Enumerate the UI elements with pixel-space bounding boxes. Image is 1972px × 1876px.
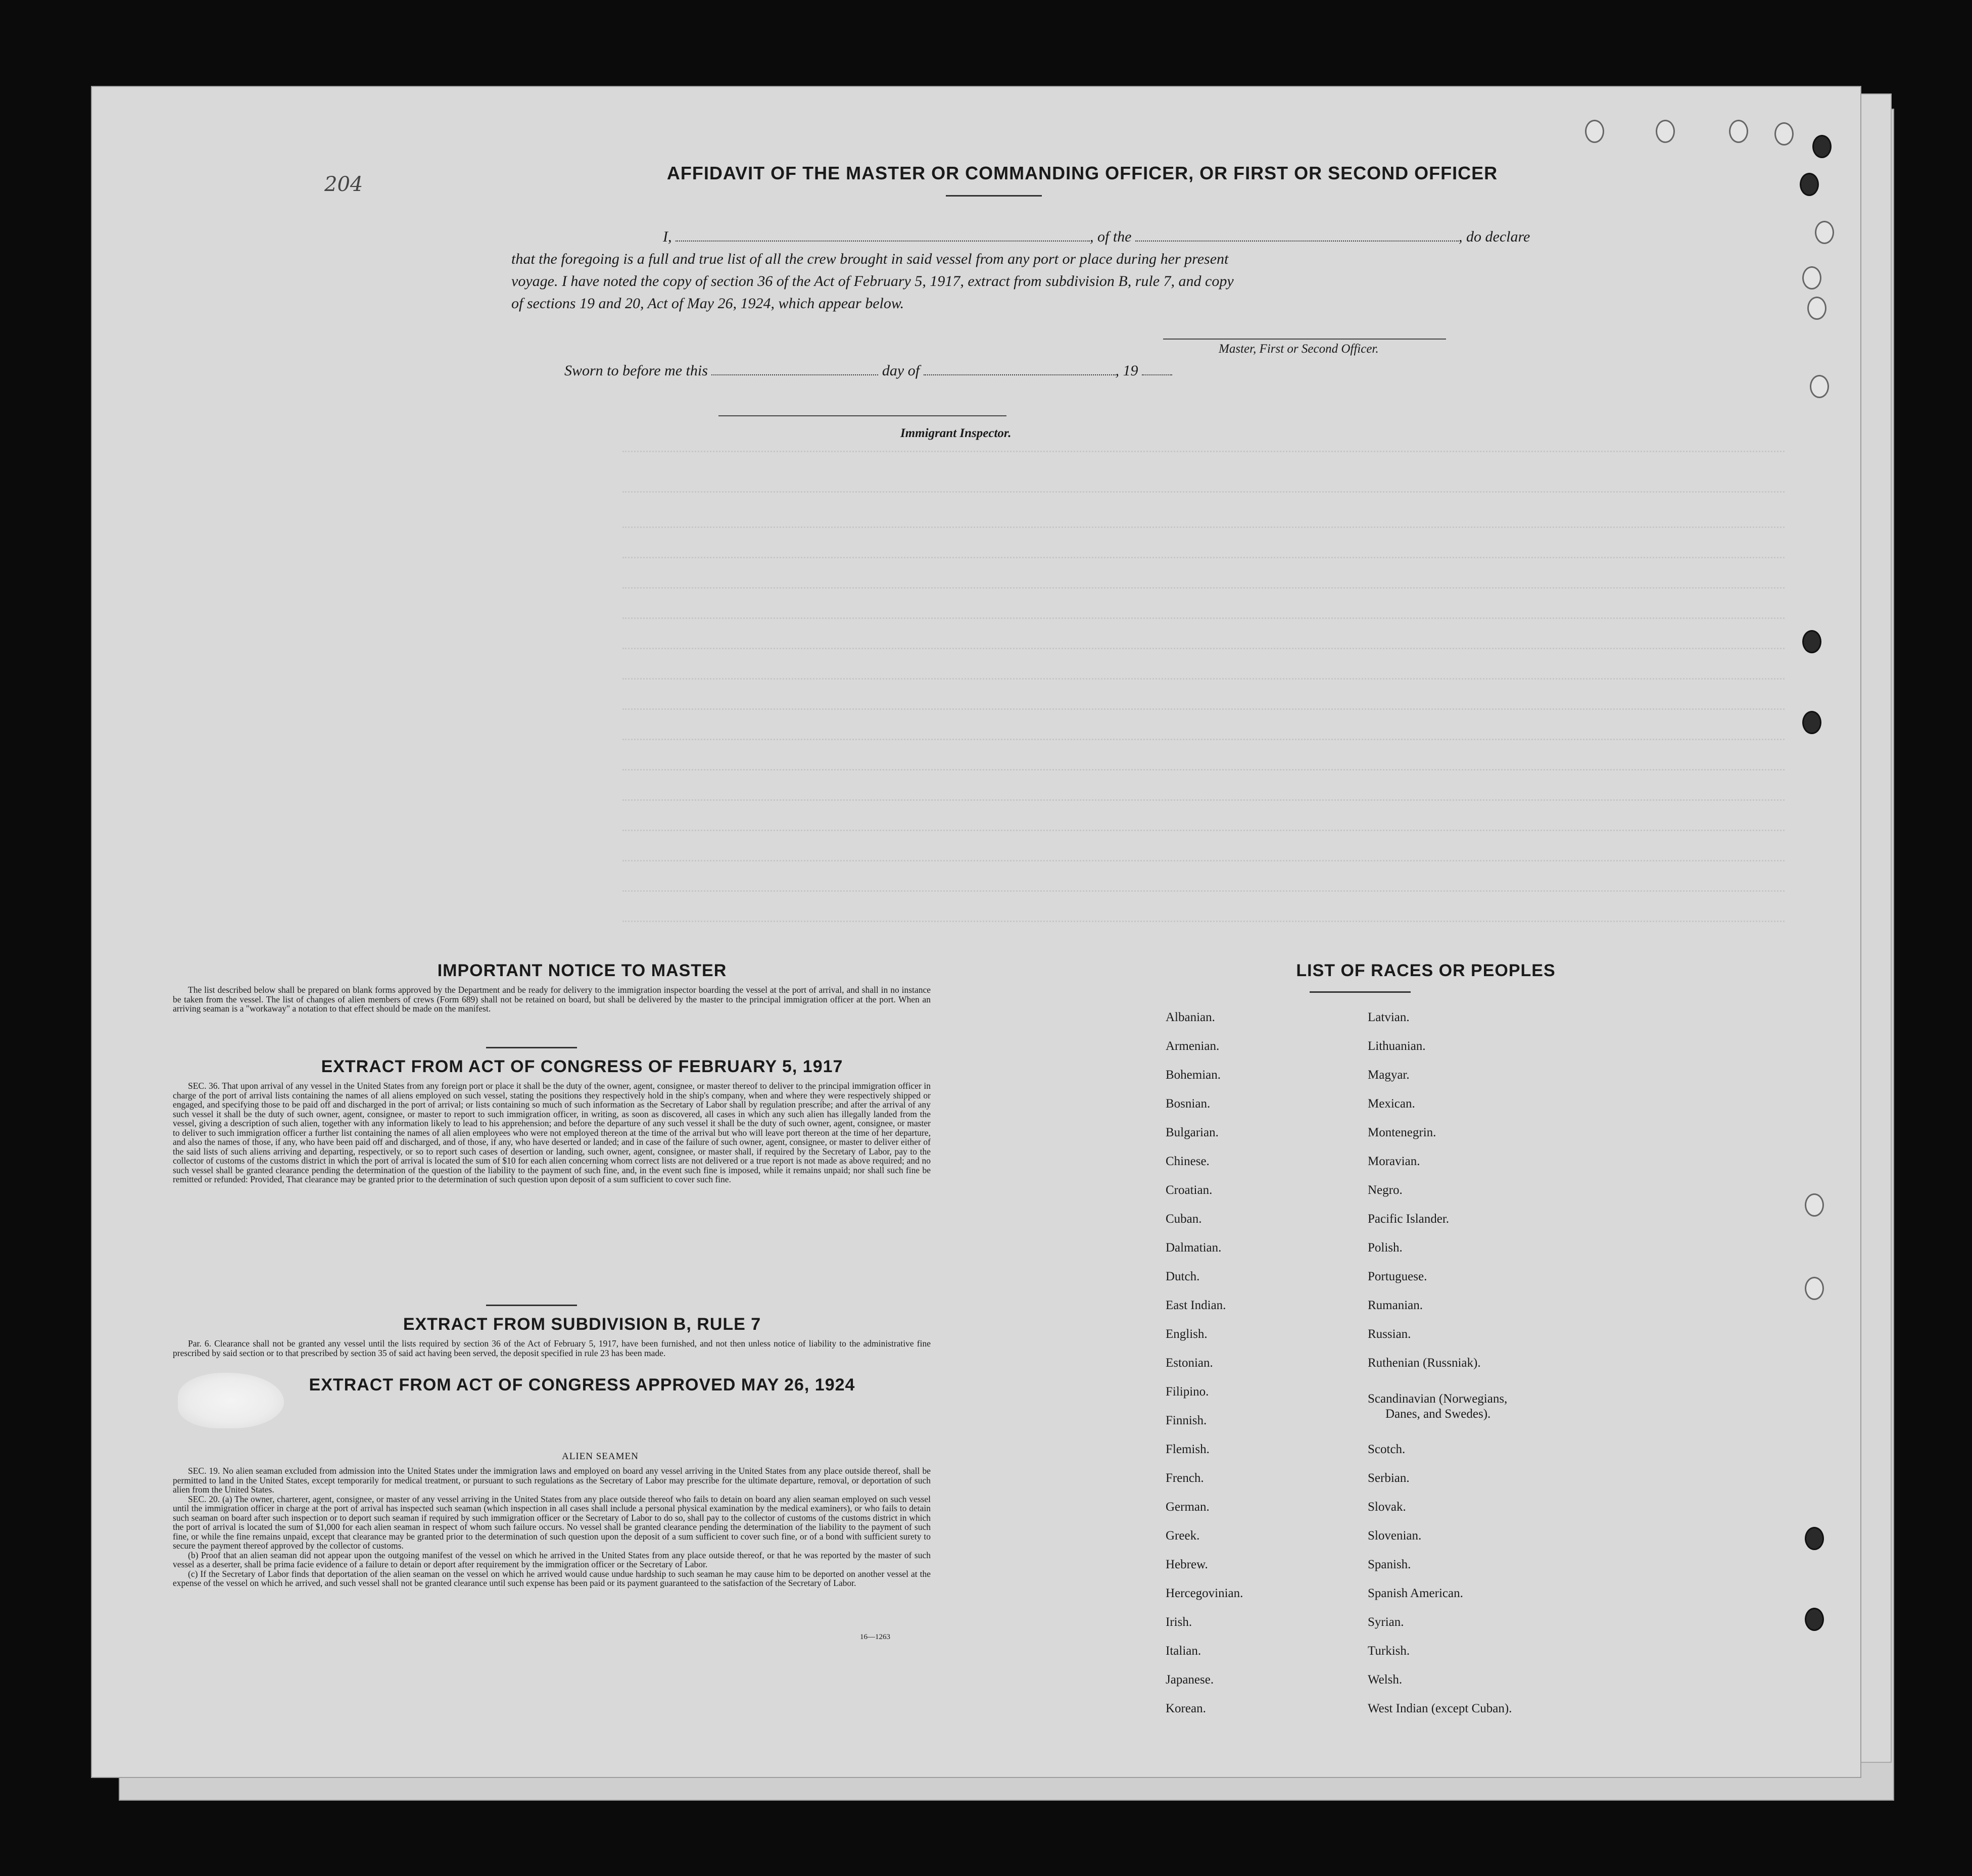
name-blank[interactable] — [676, 229, 1090, 242]
race-item: Russian. — [1368, 1327, 1411, 1341]
bleed-through-line — [622, 451, 1785, 455]
extract-1917-text — [173, 1081, 931, 1184]
race-item: Chinese. — [1166, 1155, 1210, 1168]
binder-hole-icon — [1656, 120, 1675, 143]
race-item: English. — [1166, 1327, 1208, 1341]
race-item: Dalmatian. — [1166, 1241, 1222, 1255]
binder-hole-icon — [1805, 1193, 1824, 1217]
binder-hole-icon — [1805, 1277, 1824, 1300]
race-item: Latvian. — [1368, 1011, 1410, 1024]
master-label: Master, First or Second Officer. — [1219, 342, 1379, 356]
race-item: Welsh. — [1368, 1673, 1403, 1687]
race-item: Albanian. — [1166, 1011, 1215, 1024]
inspector-signature-line[interactable] — [718, 415, 1006, 416]
race-item: Polish. — [1368, 1241, 1403, 1255]
sec20b-paragraph: (b) Proof that an alien seaman did not appear upon the outgoing manifest of the vessel on which he arrived in the United States from any place outside thereof, or that he was reported by the master of such vessel as a deserter, shall be prima facie evidence of a failure to detain or deport after requirement by the immigration officer or the Secretary of Labor. — [173, 1550, 931, 1569]
race-item: Greek. — [1166, 1529, 1200, 1543]
extract-1924-title: EXTRACT FROM ACT OF CONGRESS APPROVED MAY 26, 1924 — [309, 1375, 855, 1394]
race-item: Bosnian. — [1166, 1097, 1211, 1111]
race-item: Scandinavian (Norwegians, — [1368, 1392, 1508, 1406]
races-rule — [1310, 991, 1411, 993]
race-item: Lithuanian. — [1368, 1039, 1426, 1053]
notice-paragraph: The list described below shall be prepared on blank forms approved by the Department and be ready for delivery to the immigration inspector boarding the vessel at the port of arrival, and shall in no instance be taken from the vessel. The list of changes of alien members of crews (Form 689) shall not be retained on board, but shall be delivered by the master to the principal immigration officer at the port. When an arriving seaman is a "workaway" a notation to that effect should be made on the manifest. — [173, 985, 931, 1014]
section-rule — [486, 1305, 577, 1306]
extract-1924-text — [173, 1466, 931, 1588]
bleed-through-line — [622, 860, 1785, 864]
rule7-text — [173, 1339, 931, 1358]
bleed-through-line — [622, 921, 1785, 925]
notice-text — [173, 985, 931, 1014]
race-item: French. — [1166, 1471, 1204, 1485]
race-item: Syrian. — [1368, 1615, 1404, 1629]
binder-hole-icon — [1807, 297, 1826, 320]
race-item: German. — [1166, 1500, 1210, 1514]
section-rule — [486, 1047, 577, 1048]
race-item: Irish. — [1166, 1615, 1192, 1629]
race-item: Flemish. — [1166, 1442, 1210, 1456]
race-item: Mexican. — [1368, 1097, 1415, 1111]
binder-hole-icon — [1802, 266, 1821, 290]
master-signature-line[interactable] — [1163, 339, 1446, 340]
race-item: Portuguese. — [1368, 1270, 1427, 1283]
race-item: Hercegovinian. — [1166, 1586, 1243, 1600]
race-item: Armenian. — [1166, 1039, 1220, 1053]
race-item: Cuban. — [1166, 1212, 1202, 1226]
sworn-month-blank[interactable] — [924, 363, 1116, 375]
paper-stain — [178, 1373, 284, 1428]
affidavit-title: AFFIDAVIT OF THE MASTER OR COMMANDING OFFICER, OR FIRST OR SECOND OFFICER — [666, 163, 1498, 183]
affidavit-text — [511, 226, 1582, 315]
races-title: LIST OF RACES OR PEOPLES — [1296, 961, 1556, 980]
race-item: Dutch. — [1166, 1270, 1200, 1283]
race-item: East Indian. — [1166, 1298, 1226, 1312]
sec20c-paragraph: (c) If the Secretary of Labor finds that deportation of the alien seaman on the vessel on which he arrived would cause undue hardship to such seaman he may cause him to be deported on another vessel at the expense of the vessel on which he arrived, and such vessel shall not be granted clearance until such expense has been paid or its payment guaranteed to the satisfaction of the Secretary of Labor. — [173, 1568, 931, 1588]
bleed-through-line — [622, 890, 1785, 895]
race-item: Magyar. — [1368, 1068, 1410, 1082]
form-number: 16—1263 — [860, 1633, 890, 1641]
sworn-day-blank[interactable] — [711, 363, 878, 375]
bleed-through-line — [622, 678, 1785, 683]
race-item: Danes, and Swedes). — [1385, 1407, 1491, 1421]
sworn-dayof: day of — [882, 362, 920, 379]
race-item: Ruthenian (Russniak). — [1368, 1356, 1481, 1370]
bleed-through-line — [622, 739, 1785, 743]
race-item: Spanish American. — [1368, 1586, 1463, 1600]
binder-hole-icon — [1802, 711, 1821, 734]
race-item: Slovak. — [1368, 1500, 1406, 1514]
binder-hole-icon — [1729, 120, 1748, 143]
binder-hole-icon — [1812, 135, 1832, 158]
sec20a-paragraph: SEC. 20. (a) The owner, charterer, agent, consignee, or master of any vessel arriving in the United States from any place outside thereof who fails to detain on board any alien seaman employed on such vessel until the immigration officer in charge at the port of arrival has inspected such seaman (which inspection in all cases shall include a personal physical examination by the medical examiners), or who fails to detain such seaman on board after such inspection or to deport such seaman if required by such immigration officer or the Secretary of Labor to do so, shall pay to the collector of customs of the customs district in which the port of arrival is located the sum of $1,000 for each alien seaman in respect of whom such failure occurs. No vessel shall be granted clearance pending the determination of the liability to the payment of such fine, or while the fine remains unpaid, except that clearance may be granted prior to the determination of such question upon the deposit of a sum sufficient to cover such fine, or of a bond with sufficient surety to secure the payment thereof approved by the collector of customs. — [173, 1494, 931, 1551]
inspector-label: Immigrant Inspector. — [900, 426, 1012, 440]
affidavit-i: I, — [663, 228, 672, 245]
handwritten-number: 204 — [324, 173, 363, 196]
race-item: Rumanian. — [1368, 1298, 1423, 1312]
binder-hole-icon — [1805, 1527, 1824, 1550]
binder-hole-icon — [1802, 630, 1821, 653]
bleed-through-line — [622, 830, 1785, 834]
race-item: Serbian. — [1368, 1471, 1410, 1485]
race-item: Pacific Islander. — [1368, 1212, 1450, 1226]
bleed-through-line — [622, 617, 1785, 622]
bleed-through-line — [622, 526, 1785, 531]
bleed-through-line — [622, 708, 1785, 713]
extract-1917-title: EXTRACT FROM ACT OF CONGRESS OF FEBRUARY 5, 1917 — [321, 1057, 843, 1076]
binder-hole-icon — [1585, 120, 1604, 143]
race-item: Scotch. — [1368, 1442, 1406, 1456]
race-item: Slovenian. — [1368, 1529, 1422, 1543]
race-item: Croatian. — [1166, 1183, 1213, 1197]
document-page — [91, 86, 1861, 1778]
race-item: Spanish. — [1368, 1558, 1411, 1571]
binder-hole-icon — [1774, 122, 1794, 146]
race-item: West Indian (except Cuban). — [1368, 1702, 1512, 1715]
race-item: Turkish. — [1368, 1644, 1410, 1658]
sec19-paragraph: SEC. 19. No alien seaman excluded from admission into the United States under the immigration laws and employed on board any vessel arriving in the United States from any place outside thereof, shall be permitted to land in the United States, except temporarily for medical treatment, or pursuant to such regulations as the Secretary of Labor may prescribe for the ultimate departure, removal, or deportation of such alien from the United States. — [173, 1466, 931, 1495]
bleed-through-line — [622, 799, 1785, 804]
sworn-label: Sworn to before me this — [564, 362, 708, 379]
affidavit-line: that the foregoing is a full and true list of all the crew brought in said vessel from any port or place during her present — [511, 251, 1229, 267]
race-item: Bohemian. — [1166, 1068, 1221, 1082]
race-item: Negro. — [1368, 1183, 1403, 1197]
race-item: Bulgarian. — [1166, 1126, 1219, 1139]
bleed-through-line — [622, 769, 1785, 774]
alien-seamen-subtitle: ALIEN SEAMEN — [562, 1451, 639, 1462]
bleed-through-line — [622, 491, 1785, 496]
binder-hole-icon — [1805, 1608, 1824, 1631]
race-item: Italian. — [1166, 1644, 1201, 1658]
sec36-paragraph: SEC. 36. That upon arrival of any vessel in the United States from any foreign port or place it shall be the duty of the owner, agent, consignee, or master thereof to deliver to the principal immigration officer in charge of the port of arrival lists containing the names of all aliens employed on such vessel, stating the positions they respectively hold in the ship's company, when and where they were respectively shipped or engaged, and specifying those to be paid off and discharged in the port of arrival; or lists containing so much of such information as the Secretary of Labor shall by regulation prescribe; and after the arrival of any such vessel it shall be the duty of such owner, agent, consignee, or master to report to such immigration officer, in writing, as soon as discovered, all cases in which any such alien has illegally landed from the vessel, giving a description of such alien, together with any information likely to lead to his apprehension; and before the departure of any such vessel it shall be the duty of such owner, agent, consignee, or master to deliver to such immigration officer a further list containing the names of all alien employees who were not employed thereon at the time of the arrival but who will leave port thereon at the time of her departure, and also the names of those, if any, who have been paid off and discharged, and of those, if any, who have deserted or landed; and in case of the failure of such owner, agent, consignee, or master to deliver either of the said lists of such aliens arriving and departing, respectively, or so to report such cases of desertion or landing, such owner, agent, consignee, or master shall, if required by the Secretary of Labor, pay to the collector of customs of the customs district in which the port of arrival is located the sum of $10 for each alien concerning whom correct lists are not delivered or a true report is not made as above required; and no such vessel shall be granted clearance pending the determination of the question of the liability to the payment of such fine, and, in the event such fine is imposed, while it remains unpaid; nor shall such fine be remitted or refunded: Provided, That clearance may be granted prior to the determination of such question upon deposit of a sum sufficient to cover such fine. — [173, 1081, 931, 1184]
race-item: Korean. — [1166, 1702, 1206, 1715]
vessel-blank[interactable] — [1135, 229, 1459, 242]
notice-title: IMPORTANT NOTICE TO MASTER — [437, 961, 727, 980]
sworn-year: , 19 — [1115, 362, 1138, 379]
sworn-year-blank[interactable] — [1142, 363, 1172, 375]
binder-hole-icon — [1800, 173, 1819, 196]
affidavit-declare: , do declare — [1459, 228, 1530, 245]
bleed-through-line — [622, 557, 1785, 561]
binder-hole-icon — [1815, 221, 1834, 244]
binder-hole-icon — [1810, 375, 1829, 398]
affidavit-line: of sections 19 and 20, Act of May 26, 1924, which appear below. — [511, 295, 904, 312]
race-item: Montenegrin. — [1368, 1126, 1436, 1139]
race-item: Hebrew. — [1166, 1558, 1208, 1571]
race-item: Moravian. — [1368, 1155, 1420, 1168]
bleed-through-line — [622, 587, 1785, 592]
bleed-through-line — [622, 648, 1785, 652]
race-item: Filipino. — [1166, 1385, 1209, 1399]
affidavit-of-the: , of the — [1090, 228, 1132, 245]
title-rule — [946, 195, 1042, 197]
affidavit-line: voyage. I have noted the copy of section 36 of the Act of February 5, 1917, extract from subdivision B, rule 7, and copy — [511, 273, 1234, 290]
rule7-title: EXTRACT FROM SUBDIVISION B, RULE 7 — [403, 1315, 761, 1334]
race-item: Japanese. — [1166, 1673, 1214, 1687]
rule7-paragraph: Par. 6. Clearance shall not be granted any vessel until the lists required by section 36 of the Act of February 5, 1917, have been furnished, and not then unless notice of liability to the administrative fine prescribed by said section or to that prescribed by section 35 of said act having been served, the deposit specified in rule 23 has been made. — [173, 1338, 931, 1358]
race-item: Estonian. — [1166, 1356, 1213, 1370]
race-item: Finnish. — [1166, 1414, 1207, 1427]
sworn-line — [564, 362, 1172, 379]
